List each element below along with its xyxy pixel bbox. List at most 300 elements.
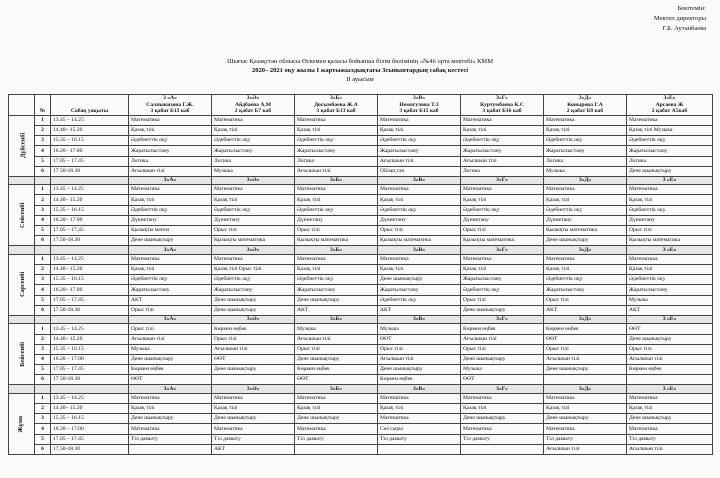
lesson-time: 16.20 – 17.00 — [51, 424, 129, 434]
lesson-time: 17.05 – 17.45 — [51, 226, 129, 236]
lesson-time: 15.35 – 16.15 — [51, 205, 129, 215]
lesson-subject: Логика — [295, 156, 378, 166]
lesson-subject: Музыка — [212, 166, 295, 176]
lesson-subject: Математика — [544, 185, 627, 195]
table-row — [9, 195, 713, 205]
lesson-time: 17.05 – 17.45 — [51, 295, 129, 305]
lesson-time: 14.40– 15.20 — [51, 404, 129, 414]
lesson-subject: Математика — [378, 254, 461, 264]
lesson-number: 4 — [35, 215, 51, 225]
lesson-subject: Дене шынықтыру — [627, 334, 713, 344]
lesson-subject: Математика — [378, 115, 461, 125]
lesson-time: 15.35 – 16.15 — [51, 136, 129, 146]
table-row — [9, 215, 713, 225]
lesson-subject: Қазақ тілі — [544, 404, 627, 414]
lesson-subject: Әдебиеттік оқу — [212, 205, 295, 215]
subheader-class: 3«Ә» — [212, 385, 295, 393]
subheader-blank — [35, 246, 51, 254]
day-label — [9, 254, 35, 315]
header-row — [9, 95, 713, 116]
table-row — [9, 136, 713, 146]
lesson-time: 17.50-18.30 — [51, 305, 129, 315]
table-row — [9, 226, 713, 236]
subheader-class: 3«Г» — [461, 315, 544, 323]
header-class-teacher: Конырова Г.А — [567, 101, 603, 108]
lesson-time: 13.45 – 14.25 — [51, 254, 129, 264]
lesson-subject: Қазақ тілі — [212, 125, 295, 135]
lesson-subject: Әдебиеттік оқу — [378, 295, 461, 305]
lesson-time: 17.05 – 17.45 — [51, 156, 129, 166]
subheader-class: 3«А» — [129, 246, 212, 254]
lesson-time: 15.35 – 16.15 — [51, 344, 129, 354]
table-row — [9, 115, 713, 125]
lesson-time: 17.50-18.30 — [51, 444, 129, 454]
lesson-subject: Дене шынықтыру — [544, 236, 627, 246]
day-name: Бейсенбі — [18, 341, 26, 367]
lesson-subject: Тіл дамыту — [295, 434, 378, 444]
lesson-subject: Дене шынықтыру — [544, 365, 627, 375]
table-row — [9, 236, 713, 246]
table-row — [9, 166, 713, 176]
lesson-number: 4 — [35, 424, 51, 434]
lesson-subject: Дене шынықтыру — [378, 365, 461, 375]
class-subheader-row — [9, 385, 713, 393]
subheader-class: 3«Ә» — [212, 246, 295, 254]
lesson-subject: Қазақ тілі — [129, 125, 212, 135]
lesson-time: 13.45 – 14.25 — [51, 185, 129, 195]
lesson-subject: Математика — [461, 424, 544, 434]
lesson-time: 14.40– 15.20 — [51, 195, 129, 205]
subheader-blank — [9, 385, 35, 393]
lesson-subject: Математика — [461, 115, 544, 125]
table-row — [9, 365, 713, 375]
subheader-blank — [51, 246, 129, 254]
header-class-name: 3 «А» — [163, 95, 177, 101]
lesson-subject: АКТ — [627, 305, 713, 315]
lesson-subject: Логика — [129, 156, 212, 166]
lesson-subject: Әдебиеттік оқу — [461, 136, 544, 146]
lesson-subject: ӨӨТ — [212, 354, 295, 364]
table-row — [9, 125, 713, 135]
lesson-subject: Қазақ тілі — [129, 404, 212, 414]
lesson-subject: Орыс тілі — [627, 226, 713, 236]
table-row — [9, 295, 713, 305]
lesson-subject: Музыка — [129, 344, 212, 354]
lesson-number: 1 — [35, 254, 51, 264]
lesson-time: 15.35 – 16.15 — [51, 275, 129, 285]
subheader-class: 3«Г» — [461, 385, 544, 393]
header-time: Сабақ уақыты — [51, 95, 129, 116]
table-row — [9, 205, 713, 215]
lesson-subject: Қызықты математика — [461, 236, 544, 246]
lesson-time: 13.45 – 14.25 — [51, 393, 129, 403]
lesson-subject: Әдебиеттік оқу — [378, 205, 461, 215]
lesson-number: 5 — [35, 434, 51, 444]
lesson-subject: Көркем еңбек — [544, 324, 627, 334]
lesson-number: 4 — [35, 146, 51, 156]
subheader-class: 3«Д» — [544, 176, 627, 184]
lesson-subject: Дүниетану — [295, 215, 378, 225]
lesson-time: 16.20– 17.00 — [51, 146, 129, 156]
lesson-number: 3 — [35, 205, 51, 215]
lesson-subject: Ағылшын тілі — [461, 334, 544, 344]
lesson-subject: Орыс тілі — [212, 226, 295, 236]
lesson-subject: Математика — [212, 424, 295, 434]
lesson-subject: Қызықты математика — [378, 236, 461, 246]
lesson-subject — [295, 444, 378, 454]
lesson-subject: Математика — [544, 424, 627, 434]
lesson-subject: Әдебиеттік оқу — [129, 136, 212, 146]
header-class-room: 2 қабат Б7 каб — [234, 108, 272, 115]
day-name: Дүйсенбі — [19, 133, 27, 159]
lesson-subject: Математика — [295, 185, 378, 195]
lesson-time: 13.45 – 14.25 — [51, 115, 129, 125]
lesson-subject: Орыс тілі — [212, 334, 295, 344]
lesson-subject: Қазақ тілі — [461, 265, 544, 275]
lesson-subject: ӨӨТ — [544, 334, 627, 344]
lesson-subject: Тіл дамыту — [461, 434, 544, 444]
lesson-subject: Қазақ тілі — [295, 404, 378, 414]
table-row — [9, 354, 713, 364]
lesson-subject: Музыка — [295, 324, 378, 334]
subheader-blank — [35, 315, 51, 323]
lesson-subject: Ағылшын тілі — [295, 334, 378, 344]
header-class — [627, 95, 713, 116]
lesson-subject: Жаратылыстану — [295, 285, 378, 295]
lesson-subject: Дене шынықтыру — [295, 295, 378, 305]
subheader-class: 3 «Е» — [627, 246, 713, 254]
table-row — [9, 334, 713, 344]
lesson-subject: Математика — [544, 393, 627, 403]
header-day — [9, 95, 35, 116]
lesson-subject: Ағылшын тілі — [378, 156, 461, 166]
subheader-class: 3«Ә» — [212, 315, 295, 323]
lesson-subject: Дене шынықтыру — [212, 295, 295, 305]
table-row — [9, 344, 713, 354]
lesson-subject: Математика — [378, 393, 461, 403]
lesson-subject: Қазақ тілі Музыка — [627, 125, 713, 135]
lesson-subject: Математика — [295, 254, 378, 264]
lesson-subject: Дене шынықтыру — [129, 354, 212, 364]
subheader-class: 3«А» — [129, 315, 212, 323]
lesson-subject: Қазақ тілі — [627, 195, 713, 205]
table-row — [9, 414, 713, 424]
lesson-subject: Математика — [461, 254, 544, 264]
lesson-subject: Жаратылыстану — [378, 285, 461, 295]
lesson-number: 6 — [35, 236, 51, 246]
header-class-name: 3«В» — [412, 95, 426, 101]
lesson-subject: Дене шынықтыру — [627, 166, 713, 176]
header-class — [212, 95, 295, 116]
lesson-subject: Дүниетану — [627, 215, 713, 225]
header-class-room: 3 қабат Б13 каб — [316, 108, 356, 115]
table-row — [9, 305, 713, 315]
lesson-subject: Көркем еңбек — [627, 365, 713, 375]
lesson-subject: Көркем еңбек — [378, 375, 461, 385]
lesson-time: 17.50-18.30 — [51, 236, 129, 246]
lesson-subject: Дене шынықтыру — [129, 236, 212, 246]
lesson-subject: Орыс тілі — [378, 226, 461, 236]
lesson-subject: Орыс тілі — [544, 344, 627, 354]
lesson-subject: Әдебиеттік оқу — [544, 275, 627, 285]
lesson-subject: Орыс тілі — [544, 295, 627, 305]
lesson-subject: Дене шынықтыру — [129, 414, 212, 424]
header-class-teacher: Айдбаева А.М — [234, 101, 272, 108]
approval-name: Г.Б. Аутанбаева — [662, 25, 706, 32]
day-name: Жұма — [17, 415, 25, 433]
lesson-subject: Тіл дамыту — [544, 434, 627, 444]
lesson-subject: Математика — [295, 424, 378, 434]
table-row — [9, 265, 713, 275]
subheader-blank — [51, 176, 129, 184]
lesson-subject: АКТ — [378, 305, 461, 315]
lesson-number: 2 — [35, 334, 51, 344]
lesson-subject: Математика — [627, 254, 713, 264]
lesson-number: 3 — [35, 275, 51, 285]
subheader-class: 3«Б» — [295, 246, 378, 254]
lesson-subject: Жаратылыстану — [544, 146, 627, 156]
class-subheader-row — [9, 246, 713, 254]
lesson-subject: Дене шынықтыру — [461, 305, 544, 315]
lesson-subject: Әдебиеттік оқу — [627, 136, 713, 146]
header-num: № — [35, 95, 51, 116]
lesson-number: 5 — [35, 226, 51, 236]
header-class-name: 3«Д» — [578, 95, 592, 101]
table-row — [9, 324, 713, 334]
lesson-number: 3 — [35, 414, 51, 424]
lesson-subject: Қазақ тілі — [129, 195, 212, 205]
lesson-subject: Қазақ тілі — [544, 125, 627, 135]
lesson-subject: Музыка — [627, 295, 713, 305]
schedule-body — [9, 115, 713, 454]
lesson-subject: Әдебиеттік оқу — [129, 275, 212, 285]
lesson-subject: Әдебиеттік оқу — [461, 285, 544, 295]
document-heading — [0, 57, 720, 84]
subheader-class: 3«Ә» — [212, 176, 295, 184]
lesson-number: 1 — [35, 324, 51, 334]
day-label — [9, 115, 35, 176]
lesson-subject: Әдебиеттік оқу — [295, 136, 378, 146]
lesson-subject: Дене шынықтыру — [544, 414, 627, 424]
lesson-subject: Дүниетану — [461, 215, 544, 225]
lesson-subject: ӨӨТ — [378, 334, 461, 344]
lesson-number: 2 — [35, 195, 51, 205]
lesson-subject: Көркем еңбек — [461, 324, 544, 334]
lesson-subject: Математика — [544, 115, 627, 125]
lesson-number: 2 — [35, 404, 51, 414]
lesson-time: 14.40– 15.20 — [51, 265, 129, 275]
lesson-time: 17.05 – 17.45 — [51, 434, 129, 444]
lesson-subject: Дене шынықтыру — [212, 365, 295, 375]
lesson-subject: ӨӨТ — [295, 375, 378, 385]
table-row — [9, 254, 713, 264]
subheader-class: 3«В» — [378, 385, 461, 393]
header-class-room: 3 қабат Б15 каб — [150, 108, 190, 115]
table-row — [9, 275, 713, 285]
lesson-time: 17.05 – 17.45 — [51, 365, 129, 375]
header-class-name: 3«Г» — [496, 95, 508, 101]
approval-block — [654, 4, 706, 34]
lesson-subject — [212, 375, 295, 385]
header-class-name: 3«Б» — [329, 95, 343, 101]
approval-position: Мектеп директоры — [653, 15, 706, 22]
subheader-class: 3«А» — [129, 385, 212, 393]
lesson-subject: Дүниетану — [544, 215, 627, 225]
lesson-subject: Қазақ тілі — [295, 195, 378, 205]
lesson-subject: Математика — [627, 393, 713, 403]
lesson-subject: Математика — [212, 254, 295, 264]
subheader-class: 3«Б» — [295, 385, 378, 393]
heading-title: 2020– 2021 оқу жылы І жартыжылдықтағы 3сыныптардың сабақ кестесі — [251, 67, 469, 74]
subheader-class: 3«Д» — [544, 315, 627, 323]
lesson-number: 1 — [35, 393, 51, 403]
subheader-class: 3 «Е» — [627, 385, 713, 393]
lesson-subject: Қызықты матем — [129, 226, 212, 236]
lesson-subject: Жаратылыстану — [378, 146, 461, 156]
day-label — [9, 324, 35, 385]
lesson-subject: Көркем еңбек — [295, 365, 378, 375]
lesson-subject: Қазақ тілі — [295, 125, 378, 135]
lesson-number: 2 — [35, 125, 51, 135]
lesson-number: 6 — [35, 444, 51, 454]
lesson-subject: Жаратылыстану — [212, 285, 295, 295]
subheader-class: 3«Б» — [295, 176, 378, 184]
lesson-subject: Қазақ тілі — [378, 195, 461, 205]
lesson-number: 6 — [35, 166, 51, 176]
subheader-class: 3«Д» — [544, 385, 627, 393]
header-class-teacher: Досымбаева Ж.А — [314, 101, 358, 108]
lesson-subject: Математика — [461, 393, 544, 403]
lesson-subject: Музыка — [461, 365, 544, 375]
lesson-subject — [544, 375, 627, 385]
lesson-number: 4 — [35, 285, 51, 295]
lesson-number: 2 — [35, 265, 51, 275]
header-class — [544, 95, 627, 116]
subheader-class: 3«В» — [378, 176, 461, 184]
lesson-subject: Логика — [212, 156, 295, 166]
lesson-subject: Дене шынықтыру — [378, 275, 461, 285]
lesson-subject: Жаратылыстану — [212, 146, 295, 156]
lesson-subject: Қызықты математика — [295, 236, 378, 246]
lesson-subject: Орыс тілі — [461, 226, 544, 236]
lesson-number: 6 — [35, 375, 51, 385]
subheader-class: 3 «Е» — [627, 315, 713, 323]
lesson-subject: Математика — [627, 115, 713, 125]
heading-shift: ІІ ауысым — [346, 76, 374, 83]
lesson-time: 16.20– 17.00 — [51, 285, 129, 295]
header-class-name: 3«Е» — [663, 95, 676, 101]
lesson-number: 5 — [35, 365, 51, 375]
table-row — [9, 285, 713, 295]
day-label — [9, 185, 35, 246]
lesson-subject: Қазақ тілі — [544, 265, 627, 275]
lesson-time: 14.40– 15.20 — [51, 125, 129, 135]
lesson-subject: Дүниетану — [378, 215, 461, 225]
header-class-room: 2 қабат А5каб — [651, 108, 688, 115]
lesson-subject: ӨӨТ — [627, 324, 713, 334]
lesson-subject: АКТ — [544, 305, 627, 315]
lesson-subject: Тіл дамыту — [129, 434, 212, 444]
lesson-subject: Дене шынықтыру — [627, 414, 713, 424]
lesson-subject: Қазақ тілі — [378, 265, 461, 275]
lesson-subject: Әдебиеттік оқу — [129, 205, 212, 215]
lesson-subject: Әдебиеттік оқу — [212, 136, 295, 146]
subheader-class: 3«В» — [378, 246, 461, 254]
lesson-subject: Орыс тілі — [129, 305, 212, 315]
lesson-subject: Логика — [461, 166, 544, 176]
lesson-subject: Қазақ тілі Орыс тілі — [212, 265, 295, 275]
lesson-subject — [378, 444, 461, 454]
lesson-subject: Әдебиеттік оқу — [544, 205, 627, 215]
lesson-subject — [627, 375, 713, 385]
lesson-subject: Дүниетану — [212, 215, 295, 225]
day-label — [9, 393, 35, 454]
lesson-subject: Жаратылыстану — [627, 285, 713, 295]
day-name: Сейсенбі — [19, 202, 27, 228]
subheader-blank — [35, 385, 51, 393]
lesson-subject: Орыс тілі — [461, 344, 544, 354]
lesson-subject: Қазақ тілі — [378, 404, 461, 414]
lesson-subject: ӨӨТ — [129, 375, 212, 385]
header-class — [295, 95, 378, 116]
subheader-blank — [9, 176, 35, 184]
lesson-subject: Ағылшын тілі — [544, 444, 627, 454]
lesson-subject: Қазақ тілі — [295, 265, 378, 275]
lesson-subject: Жаратылыстану — [129, 146, 212, 156]
subheader-class: 3«Б» — [295, 315, 378, 323]
schedule-table — [8, 94, 713, 455]
lesson-subject: Дене шынықтыру — [295, 414, 378, 424]
lesson-subject: Орыс тілі — [378, 344, 461, 354]
lesson-subject: Математика — [627, 424, 713, 434]
lesson-number: 3 — [35, 344, 51, 354]
header-class-teacher: Салпыкизова Г.Ж. — [146, 101, 194, 108]
table-row — [9, 393, 713, 403]
lesson-subject: Математика — [212, 393, 295, 403]
table-row — [9, 375, 713, 385]
header-class-room: 3 қабат Б15 каб — [399, 108, 439, 115]
class-subheader-row — [9, 315, 713, 323]
lesson-subject: Қызықты математика — [544, 226, 627, 236]
table-row — [9, 444, 713, 454]
lesson-subject: Музыка — [378, 324, 461, 334]
header-class — [461, 95, 544, 116]
lesson-subject: АКТ — [295, 305, 378, 315]
lesson-subject: Әдебиеттік оқу — [212, 275, 295, 285]
lesson-subject: АКТ — [212, 444, 295, 454]
lesson-subject: Ағылшын тілі — [212, 344, 295, 354]
lesson-subject: Ағылшын тілі — [627, 354, 713, 364]
lesson-subject: Орыс тілі — [627, 344, 713, 354]
lesson-subject: Әдебиеттік оқу — [627, 275, 713, 285]
lesson-subject: Математика — [129, 393, 212, 403]
lesson-subject: Математика — [378, 185, 461, 195]
lesson-subject: Көркем еңбек — [212, 324, 295, 334]
lesson-time: 15.35 – 16.15 — [51, 414, 129, 424]
lesson-subject: Жаратылыстану — [627, 146, 713, 156]
lesson-subject: Жаратылыстану — [544, 285, 627, 295]
lesson-subject: Қазақ тілі — [129, 265, 212, 275]
lesson-subject: Көркем еңбек — [129, 365, 212, 375]
lesson-number: 6 — [35, 305, 51, 315]
lesson-subject: Ойлап,тап — [378, 166, 461, 176]
header-class-teacher: Арсаева Ж — [655, 101, 684, 108]
subheader-blank — [35, 176, 51, 184]
lesson-subject: Тіл дамыту — [378, 434, 461, 444]
lesson-subject: Жаратылыстану — [461, 146, 544, 156]
subheader-blank — [51, 385, 129, 393]
lesson-subject: Дене шынықтыру — [212, 305, 295, 315]
